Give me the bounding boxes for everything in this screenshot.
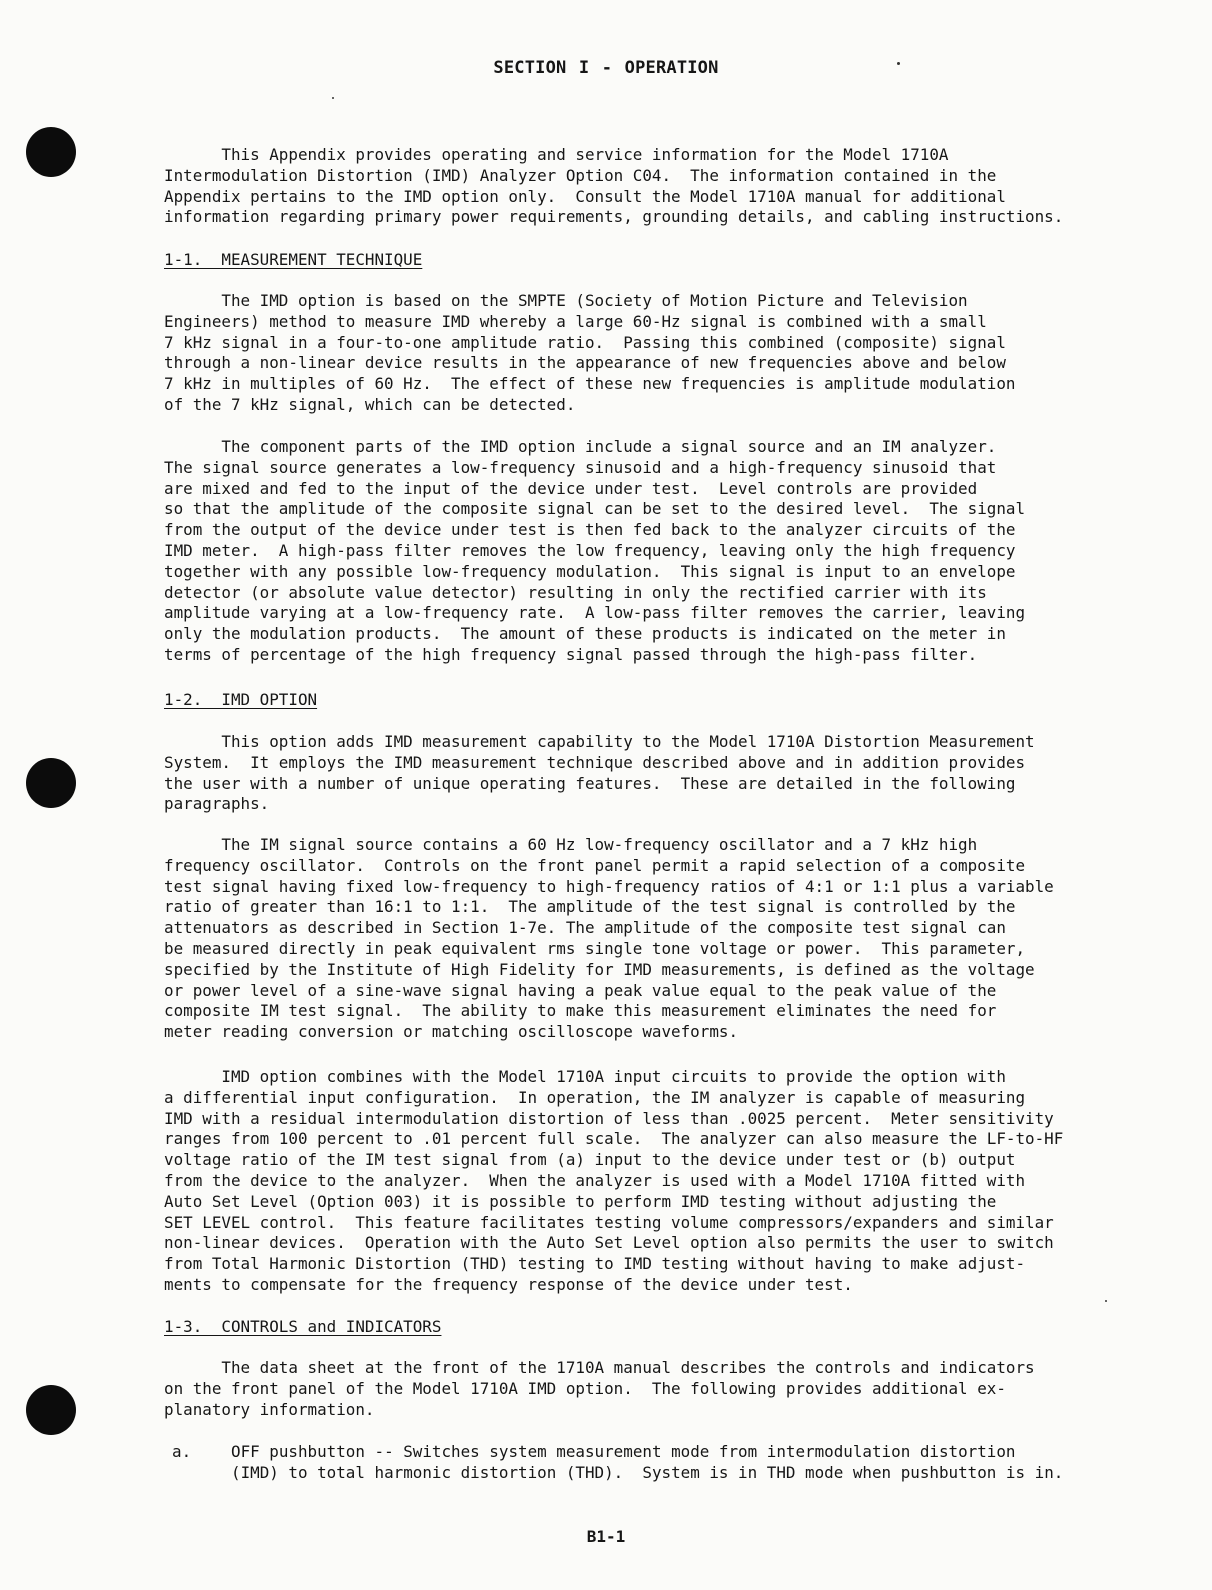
paragraph: The data sheet at the front of the 1710A manual describes the controls and indicators on the front panel of the Model 1710A IMD option. The following provides additional ex- planatory information. (164, 1358, 1035, 1419)
heading-controls-indicators: 1-3. CONTROLS and INDICATORS (164, 1317, 442, 1336)
speck (332, 97, 334, 99)
paragraph: This option adds IMD measurement capability to the Model 1710A Distortion Measurement System. It employs the IMD measurement technique described above and in addition provides the user with a number of unique operating features. These are detailed in the following paragraphs. (164, 732, 1035, 814)
speck (1105, 1300, 1107, 1302)
paragraph: IMD option combines with the Model 1710A input circuits to provide the option with a differential input configuration. In operation, the IM analyzer is capable of measuring IMD with a residual intermodulation distortion of less than .0025 percent. Meter sensitivity ranges from 100 percent to .01 percent full scale. The analyzer can also measure the LF-to-HF voltage ratio of the IM test signal from (a) input to the device under test or (b) output from the device to the analyzer. When the analyzer is used with a Model 1710A fitted with Auto Set Level (Option 003) it is possible to perform IMD testing without adjusting the SET LEVEL control. This feature facilitates testing volume compressors/expanders and similar non-linear devices. Operation with the Auto Set Level option also permits the user to switch from Total Harmonic Distortion (THD) testing to IMD testing without having to make adjust- ments to compensate for the frequency response of the device under test. (164, 1067, 1064, 1294)
list-item-text: OFF pushbutton -- Switches system measurement mode from intermodulation distortion (IMD) to total harmonic distortion (THD). System is in THD mode when pushbutton is in. (231, 1442, 1064, 1482)
binder-hole-3 (26, 1385, 76, 1435)
section-title: SECTION I - OPERATION (493, 58, 719, 78)
list-item-letter: a. (172, 1442, 192, 1461)
heading-measurement-technique: 1-1. MEASUREMENT TECHNIQUE (164, 250, 423, 269)
binder-hole-1 (26, 127, 76, 177)
paragraph: The component parts of the IMD option include a signal source and an IM analyzer. The signal source generates a low-frequency sinusoid and a high-frequency sinusoid that are mixed and fed to the input of the device under test. Level controls are provided so that the amplitude of the composite signal can be set to the desired level. The signal from the output of the device under test is then fed back to the analyzer circuits of the IMD meter. A high-pass filter removes the low frequency, leaving only the high frequency together with any possible low-frequency modulation. This signal is input to an envelope detector (or absolute value detector) resulting in only the rectified carrier with its amplitude varying at a low-frequency rate. A low-pass filter removes the carrier, leaving only the modulation products. The amount of these products is indicated on the meter in terms of percentage of the high frequency signal passed through the high-pass filter. (164, 437, 1026, 664)
paragraph: The IMD option is based on the SMPTE (Society of Motion Picture and Television Engineers) method to measure IMD whereby a large 60-Hz signal is combined with a small 7 kHz signal in a four-to-one amplitude ratio. Passing this combined (composite) signal through a non-linear device results in the appearance of new frequencies above and below 7 kHz in multiples of 60 Hz. The effect of these new frequencies is amplitude modulation of the 7 kHz signal, which can be detected. (164, 291, 1016, 414)
heading-imd-option: 1-2. IMD OPTION (164, 690, 318, 709)
intro-paragraph: This Appendix provides operating and service information for the Model 1710A Intermodulation Distortion (IMD) Analyzer Option C04. The information contained in the Appendix pertains to the IMD option only. Consult the Model 1710A manual for additional information regarding primary power requirements, grounding details, and cabling instructions. (164, 145, 1064, 227)
page-number: B1-1 (586, 1527, 626, 1546)
binder-hole-2 (26, 758, 76, 808)
paragraph: The IM signal source contains a 60 Hz low-frequency oscillator and a 7 kHz high frequency oscillator. Controls on the front panel permit a rapid selection of a composite test signal having fixed low-frequency to high-frequency ratios of 4:1 or 1:1 plus a variable ratio of greater than 16:1 to 1:1. The amplitude of the test signal is controlled by the attenuators as described in Section 1-7e. The amplitude of the composite test signal can be measured directly in peak equivalent rms single tone voltage or power. This parameter, specified by the Institute of High Fidelity for IMD measurements, is defined as the voltage or power level of a sine-wave signal having a peak value equal to the peak value of the composite IM test signal. The ability to make this measurement eliminates the need for meter reading conversion or matching oscilloscope waveforms. (164, 835, 1054, 1042)
